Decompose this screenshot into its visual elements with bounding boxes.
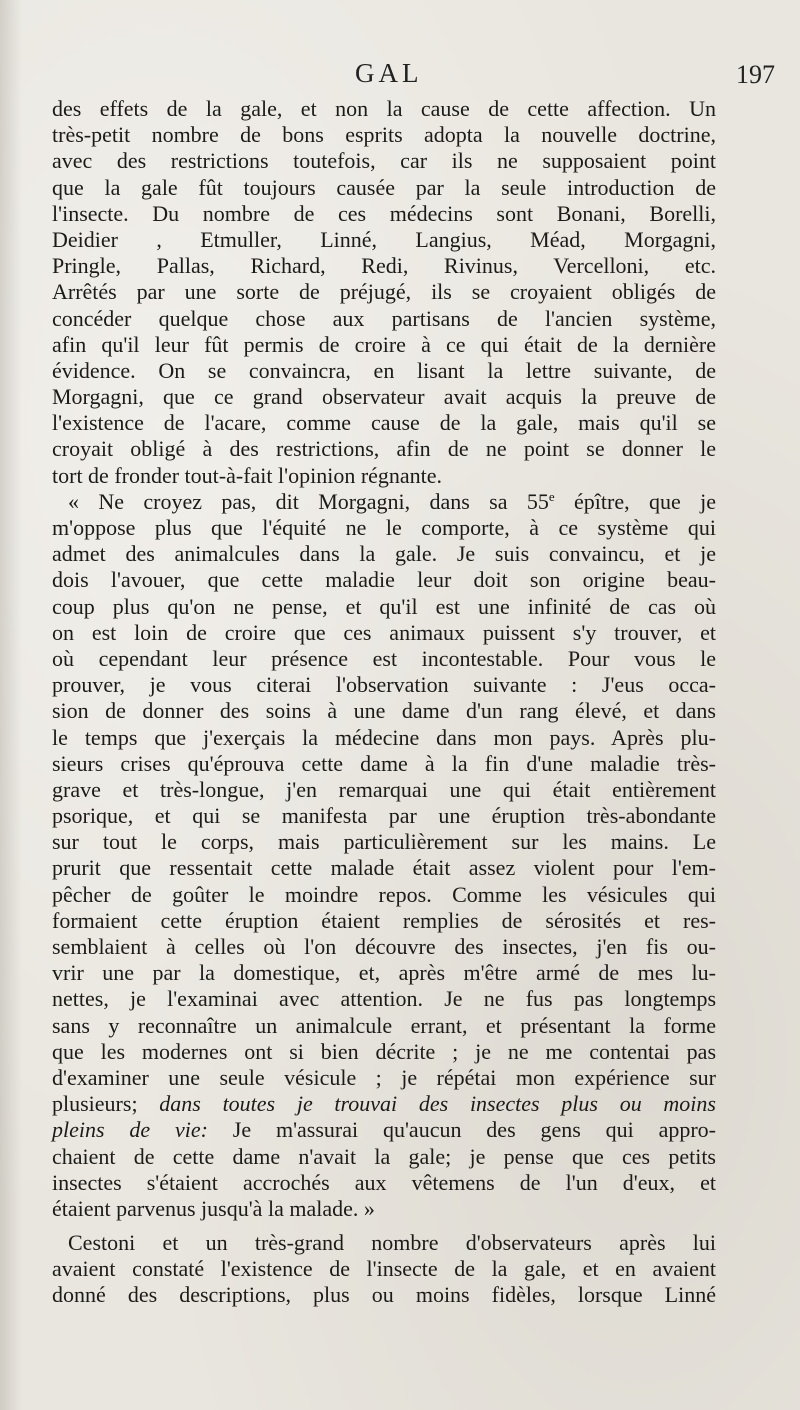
text-line: le temps que j'exerçais la médecine dans mon pays. Après plu- — [52, 724, 716, 750]
text-run: Je m'assurai qu'aucun des gens qui appro- — [207, 1117, 716, 1143]
italic-run: pleins de vie: — [52, 1117, 208, 1143]
text-line: très-petit nombre de bons esprits adopta la nouvelle doctrine, — [52, 122, 716, 148]
text-run: épître, que je — [554, 488, 716, 514]
text-line: nettes, je l'examinai avec attention. Je ne fus pas longtemps — [52, 986, 716, 1012]
text-line: Arrêtés par une sorte de préjugé, ils se croyaient obligés de — [52, 279, 716, 305]
paragraph-spacing — [52, 1222, 716, 1230]
text-line: vrir une par la domestique, et, après m'être armé de mes lu- — [52, 960, 716, 986]
text-line: prouver, je vous citerai l'observation suivante : J'eus occa- — [52, 672, 716, 698]
text-line: l'insecte. Du nombre de ces médecins sont Bonani, Borelli, — [52, 200, 716, 226]
text-line: afin qu'il leur fût permis de croire à ce qui était de la dernière — [52, 331, 716, 357]
text-line: pêcher de goûter le moindre repos. Comme les vésicules qui — [52, 881, 716, 907]
text-line: dois l'avouer, que cette maladie leur doit son origine beau- — [52, 567, 716, 593]
text-line: sans y reconnaître un animalcule errant, et présentant la forme — [52, 1012, 716, 1038]
text-line: sur tout le corps, mais particulièrement sur les mains. Le — [52, 829, 716, 855]
text-line-italic-mixed — [52, 1117, 716, 1143]
superscript: e — [548, 488, 555, 504]
text-line: tort de fronder tout-à-fait l'opinion régnante. — [52, 462, 443, 488]
text-run: « Ne croyez pas, dit Morgagni, dans sa 55 — [68, 488, 549, 514]
text-line: insectes s'étaient accrochés aux vêtemens de l'un d'eux, et — [52, 1169, 716, 1195]
text-line: sieurs crises qu'éprouva cette dame à la fin d'une maladie très- — [52, 750, 716, 776]
text-line: on est loin de croire que ces animaux puissent s'y trouver, et — [52, 619, 716, 645]
text-line: que la gale fût toujours causée par la seule introduction de — [52, 174, 716, 200]
text-line: psorique, et qui se manifesta par une éruption très-abondante — [52, 803, 716, 829]
text-line: admet des animalcules dans la gale. Je suis convaincu, et je — [52, 541, 716, 567]
paragraph-3 — [52, 1230, 716, 1309]
text-line: semblaient à celles où l'on découvre des insectes, j'en fis ou- — [52, 934, 716, 959]
text-run: plusieurs; — [52, 1091, 160, 1117]
text-line: des effets de la gale, et non la cause de cette affection. Un — [52, 96, 716, 121]
text-line: où cependant leur présence est incontestable. Pour vous le — [52, 645, 716, 671]
text-line: Cestoni et un très-grand nombre d'observateurs après lui — [68, 1230, 716, 1256]
text-line: croyait obligé à des restrictions, afin de ne point se donner le — [52, 436, 716, 462]
paragraph-2-quotation — [52, 489, 716, 1222]
text-line: Morgagni, que ce grand observateur avait acquis la preuve de — [52, 384, 716, 410]
text-line: coup plus qu'on ne pense, et qu'il est une infinité de cas où — [52, 593, 716, 619]
text-line: Pringle, Pallas, Richard, Redi, Rivinus, Vercelloni, etc. — [52, 253, 716, 279]
text-line: grave et très-longue, j'en remarquai une qui était entièrement — [52, 776, 716, 802]
italic-run: dans toutes je trouvai des insectes plus ou moins — [159, 1091, 716, 1117]
running-head — [0, 58, 800, 98]
text-line: que les modernes ont si bien décrite ; je ne me contentai pas — [52, 1038, 716, 1064]
text-line: formaient cette éruption étaient remplies de sérosités et res- — [52, 907, 716, 933]
text-line: l'existence de l'acare, comme cause de la gale, mais qu'il se — [52, 410, 716, 436]
text-line: étaient parvenus jusqu'à la malade. » — [52, 1195, 375, 1221]
text-line: m'oppose plus que l'équité ne le comporte, à ce système qui — [52, 515, 716, 540]
text-line: Deidier , Etmuller, Linné, Langius, Méad, Morgagni, — [52, 226, 716, 252]
text-line: prurit que ressentait cette malade était assez violent pour l'em- — [52, 855, 716, 881]
text-line: sion de donner des soins à une dame d'un rang élevé, et dans — [52, 698, 716, 724]
text-line: avec des restrictions toutefois, car ils ne supposaient point — [52, 148, 716, 174]
text-line: avaient constaté l'existence de l'insecte de la gale, et en avaient — [52, 1256, 716, 1282]
text-line-first — [52, 489, 716, 515]
text-line: chaient de cette dame n'avait la gale; je pense que ces petits — [52, 1143, 716, 1169]
text-line: concéder quelque chose aux partisans de l'ancien système, — [52, 305, 716, 331]
text-line: d'examiner une seule vésicule ; je répétai mon expérience sur — [52, 1064, 716, 1090]
text-line: évidence. On se convaincra, en lisant la lettre suivante, de — [52, 357, 716, 383]
running-head-title: GAL — [355, 58, 423, 88]
text-line: donné des descriptions, plus ou moins fidèles, lorsque Linné — [52, 1282, 716, 1308]
page-gutter-shadow — [0, 0, 22, 1410]
body-text — [52, 96, 716, 1309]
text-line-italic-mixed — [52, 1091, 716, 1117]
paragraph-1 — [52, 96, 716, 489]
page-number: 197 — [736, 60, 775, 89]
